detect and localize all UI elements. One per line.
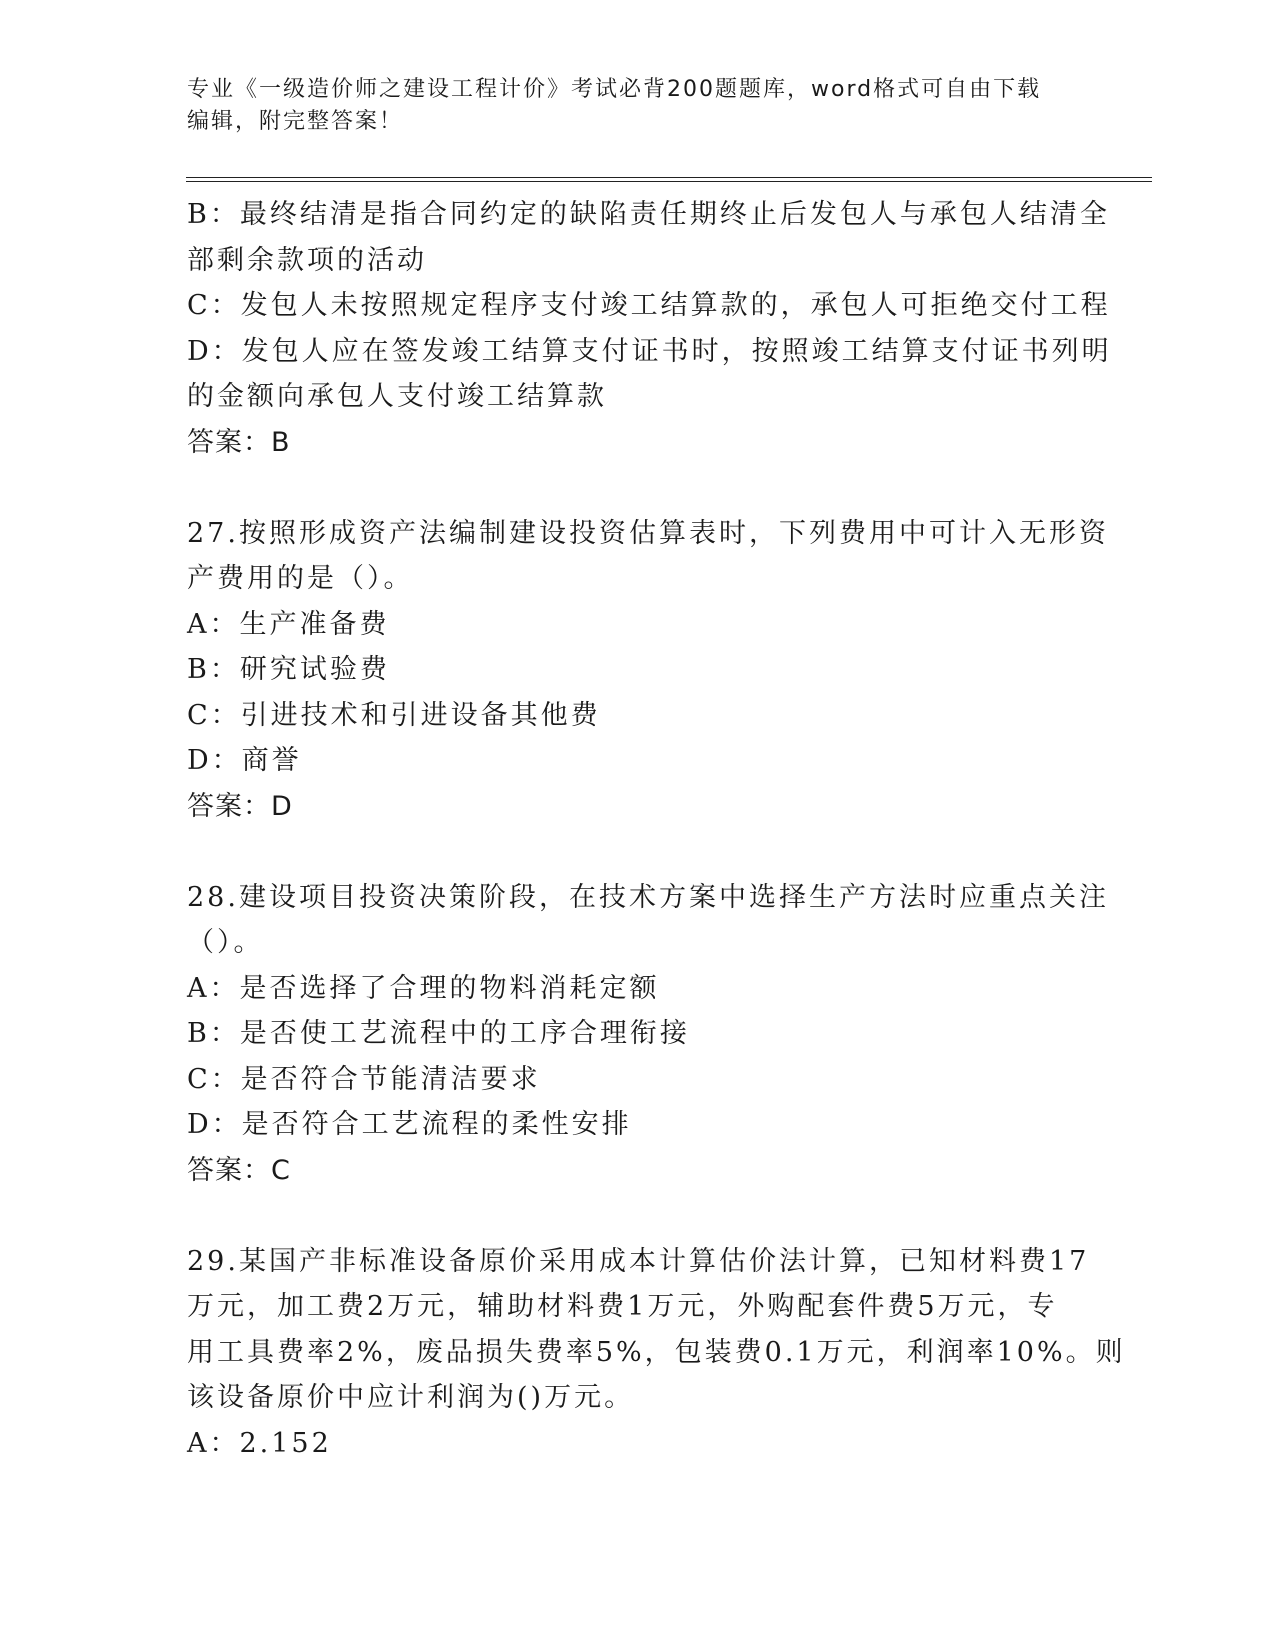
spacer xyxy=(187,829,1077,875)
header-divider-bottom xyxy=(186,181,1152,182)
option-d-line-1: D：发包人应在签发竣工结算支付证书时，按照竣工结算支付证书列明 xyxy=(187,335,1112,367)
option-c: C：引进技术和引进设备其他费 xyxy=(187,699,601,731)
question-block-29 xyxy=(187,1239,1126,1467)
document-header xyxy=(187,74,1067,138)
question-block-28 xyxy=(187,875,1109,1194)
question-stem-line-2: 产费用的是（）。 xyxy=(187,563,414,594)
question-block-previous xyxy=(187,192,1112,465)
option-a: A：是否选择了合理的物料消耗定额 xyxy=(187,972,660,1004)
option-c: C：是否符合节能清洁要求 xyxy=(187,1063,541,1095)
header-divider-top xyxy=(186,177,1152,178)
option-b-line-2: 部剩余款项的活动 xyxy=(187,244,427,276)
document-body xyxy=(187,192,1126,1466)
header-title-line-1: 专业《一级造价师之建设工程计价》考试必背200题题库，word格式可自由下载 xyxy=(187,77,1042,102)
question-stem-line-1: 28.建设项目投资决策阶段，在技术方案中选择生产方法时应重点关注 xyxy=(187,881,1109,913)
option-a: A：生产准备费 xyxy=(187,608,390,640)
option-d: D：商誉 xyxy=(187,745,302,776)
question-stem-line-1: 29.某国产非标准设备原价采用成本计算估价法计算，已知材料费17 xyxy=(187,1245,1090,1277)
option-a: A：2.152 xyxy=(187,1427,332,1459)
answer-line: 答案：D xyxy=(187,790,293,822)
question-stem-line-2: （）。 xyxy=(187,927,264,958)
option-d: D：是否符合工艺流程的柔性安排 xyxy=(187,1109,632,1140)
option-d-line-2: 的金额向承包人支付竣工结算款 xyxy=(187,381,607,412)
option-c: C：发包人未按照规定程序支付竣工结算款的，承包人可拒绝交付工程 xyxy=(187,290,1111,321)
option-b: B：是否使工艺流程中的工序合理衔接 xyxy=(187,1018,690,1049)
question-stem-line-3: 用工具费率2%，废品损失费率5%，包装费0.1万元，利润率10%。则 xyxy=(187,1336,1126,1368)
option-b: B：研究试验费 xyxy=(187,654,390,685)
question-stem-line-2: 万元，加工费2万元，辅助材料费1万元，外购配套件费5万元，专 xyxy=(187,1291,1058,1322)
answer-line: 答案：B xyxy=(187,426,291,458)
spacer xyxy=(187,465,1077,511)
spacer xyxy=(187,1193,1077,1239)
question-stem-line-1: 27.按照形成资产法编制建设投资估算表时，下列费用中可计入无形资 xyxy=(187,517,1109,549)
question-block-27 xyxy=(187,511,1109,830)
question-stem-line-4: 该设备原价中应计利润为()万元。 xyxy=(187,1382,635,1413)
answer-line: 答案：C xyxy=(187,1154,291,1186)
header-title-line-2: 编辑，附完整答案！ xyxy=(187,109,404,134)
option-b-line-1: B：最终结清是指合同约定的缺陷责任期终止后发包人与承包人结清全 xyxy=(187,199,1110,230)
